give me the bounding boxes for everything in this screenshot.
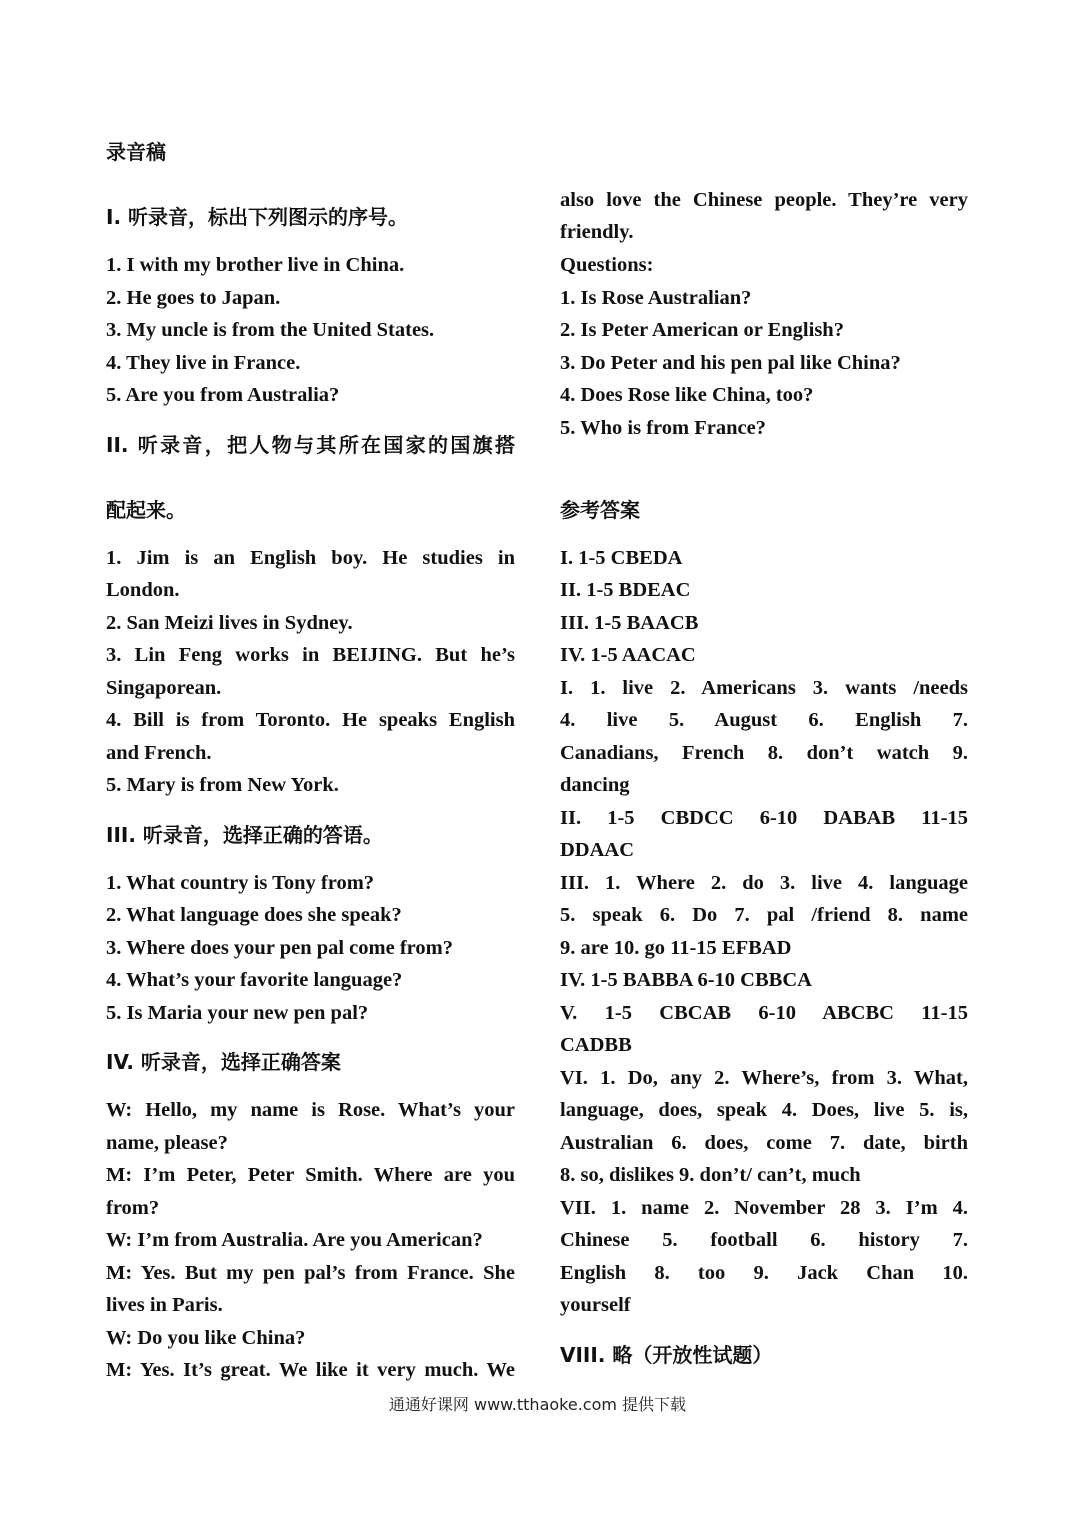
text-line: 2. Is Peter American or English? [560, 319, 844, 341]
text-line: from? [106, 1197, 160, 1219]
text-line: 5. Is Maria your new pen pal? [106, 1002, 369, 1024]
text-line: I. 1. live 2. Americans 3. wants /needs [560, 677, 968, 699]
text-line: lives in Paris. [106, 1294, 223, 1316]
text-line: 1. Jim is an English boy. He studies in [106, 547, 515, 569]
text-line: M: Yes. It’s great. We like it very much. We [106, 1359, 515, 1381]
text-line: 5. Are you from Australia? [106, 384, 340, 406]
text-line: 1. What country is Tony from? [106, 872, 375, 894]
text-line: 4. live 5. August 6. English 7. [560, 709, 968, 731]
text-line: 3. Do Peter and his pen pal like China? [560, 352, 901, 374]
footer-source: 通通好课网 www.tthaoke.com 提供下载 [388, 1395, 687, 1414]
text-line: friendly. [560, 221, 634, 243]
text-line: II. 1-5 CBDCC 6-10 DABAB 11-15 [560, 807, 968, 829]
section-heading: VIII. 略（开放性试题） [560, 1343, 773, 1367]
text-line: M: Yes. But my pen pal’s from France. She [106, 1262, 515, 1284]
text-line: 2. What language does she speak? [106, 904, 402, 926]
text-line: Canadians, French 8. don’t watch 9. [560, 742, 968, 764]
text-line: also love the Chinese people. They’re very [560, 189, 968, 211]
text-line: 1. Is Rose Australian? [560, 287, 752, 309]
text-line: English 8. too 9. Jack Chan 10. [560, 1262, 968, 1284]
text-line: 3. Lin Feng works in BEIJING. But he’s [106, 644, 515, 666]
text-line: 4. What’s your favorite language? [106, 969, 403, 991]
text-line: 3. Where does your pen pal come from? [106, 937, 453, 959]
text-line: 5. Who is from France? [560, 417, 766, 439]
text-line: and French. [106, 742, 212, 764]
text-line: III. 1-5 BAACB [560, 612, 699, 634]
text-line: II. 1-5 BDEAC [560, 579, 691, 601]
text-line: IV. 1-5 BABBA 6-10 CBBCA [560, 969, 812, 991]
text-line: Singaporean. [106, 677, 222, 699]
text-line: dancing [560, 774, 630, 796]
text-line: W: Do you like China? [106, 1327, 306, 1349]
text-line: 5. Mary is from New York. [106, 774, 339, 796]
text-line: M: I’m Peter, Peter Smith. Where are you [106, 1164, 515, 1186]
text-line: 4. Does Rose like China, too? [560, 384, 814, 406]
text-line: 9. are 10. go 11-15 EFBAD [560, 937, 792, 959]
text-line: Australian 6. does, come 7. date, birth [560, 1132, 968, 1154]
text-line: 8. so, dislikes 9. don’t/ can’t, much [560, 1164, 861, 1186]
text-line: 5. speak 6. Do 7. pal /friend 8. name [560, 904, 968, 926]
text-line: W: Hello, my name is Rose. What’s your [106, 1099, 515, 1121]
section-heading: I. 听录音，标出下列图示的序号。 [106, 205, 409, 229]
text-line: 1. I with my brother live in China. [106, 254, 405, 276]
section-heading: 录音稿 [106, 140, 166, 164]
text-line: Questions: [560, 254, 654, 276]
text-line: Chinese 5. football 6. history 7. [560, 1229, 968, 1251]
section-heading: IV. 听录音，选择正确答案 [106, 1050, 341, 1074]
text-line: yourself [560, 1294, 631, 1316]
text-line: 4. Bill is from Toronto. He speaks English [106, 709, 515, 731]
text-line: 3. My uncle is from the United States. [106, 319, 435, 341]
text-line: III. 1. Where 2. do 3. live 4. language [560, 872, 968, 894]
text-line: DDAAC [560, 839, 635, 861]
text-line: CADBB [560, 1034, 632, 1056]
text-line: V. 1-5 CBCAB 6-10 ABCBC 11-15 [560, 1002, 968, 1024]
text-line: IV. 1-5 AACAC [560, 644, 696, 666]
text-line: I. 1-5 CBEDA [560, 547, 683, 569]
section-heading: 参考答案 [560, 498, 640, 522]
section-heading: 配起来。 [106, 498, 186, 522]
section-heading: II. 听录音，把人物与其所在国家的国旗搭 [106, 433, 515, 457]
section-heading: III. 听录音，选择正确的答语。 [106, 823, 383, 847]
text-line: London. [106, 579, 180, 601]
text-line: 2. San Meizi lives in Sydney. [106, 612, 353, 634]
text-line: name, please? [106, 1132, 228, 1154]
text-line: W: I’m from Australia. Are you American? [106, 1229, 483, 1251]
text-line: language, does, speak 4. Does, live 5. is, [560, 1099, 968, 1121]
text-line: VI. 1. Do, any 2. Where’s, from 3. What, [560, 1067, 968, 1089]
text-line: VII. 1. name 2. November 28 3. I’m 4. [560, 1197, 968, 1219]
text-line: 4. They live in France. [106, 352, 301, 374]
text-line: 2. He goes to Japan. [106, 287, 281, 309]
